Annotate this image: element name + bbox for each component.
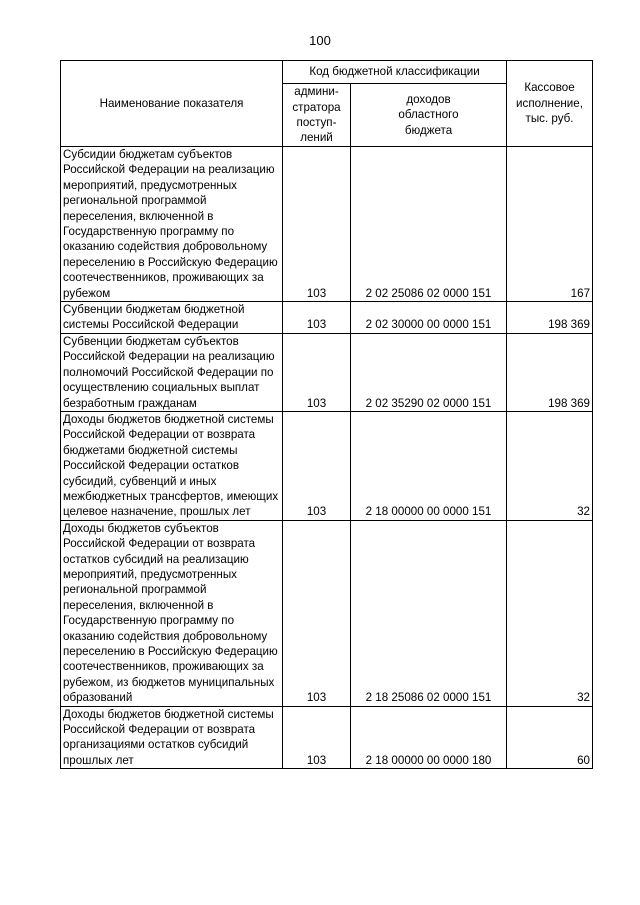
header-cash-execution: Кассовое исполнение, тыс. руб. <box>507 61 593 147</box>
row-name: Доходы бюджетов бюджетной системы Российской Федерации от возврата бюджетами бюджетной системы Российской Федерации остатков субсидий, субвенций и иных межбюджетных трансфертов, имеющих целевое назначение, прошлых лет <box>61 411 283 520</box>
row-income-code: 2 18 00000 00 0000 180 <box>351 706 507 769</box>
row-name: Субвенции бюджетам бюджетной системы Российской Федерации <box>61 302 283 334</box>
row-amount: 198 369 <box>507 302 593 334</box>
row-income-code: 2 18 00000 00 0000 151 <box>351 411 507 520</box>
table-header <box>61 61 593 147</box>
row-name: Доходы бюджетов субъектов Российской Федерации от возврата остатков субсидий на реализацию мероприятий, предусмотренных региональной программой переселения, включенной в Государственную программу по оказанию содействия добровольному переселению в Российскую Федерацию соотечественников, проживающих за рубежом, из бюджетов муниципальных образований <box>61 520 283 706</box>
header-indicator-name: Наименование показателя <box>61 61 283 147</box>
table-row <box>61 302 593 334</box>
table-row <box>61 520 593 706</box>
row-name: Субвенции бюджетам субъектов Российской Федерации на реализацию полномочий Российской Федерации по осуществлению социальных выплат безработным гражданам <box>61 333 283 411</box>
row-admin-code: 103 <box>283 333 351 411</box>
row-admin-code: 103 <box>283 302 351 334</box>
row-income-code: 2 18 25086 02 0000 151 <box>351 520 507 706</box>
row-admin-code: 103 <box>283 706 351 769</box>
table-row <box>61 411 593 520</box>
row-amount: 167 <box>507 147 593 302</box>
page-number: 100 <box>309 33 331 48</box>
row-income-code: 2 02 35290 02 0000 151 <box>351 333 507 411</box>
budget-revenue-table <box>60 60 593 769</box>
row-income-code: 2 02 30000 00 0000 151 <box>351 302 507 334</box>
row-amount: 32 <box>507 411 593 520</box>
row-name: Субсидии бюджетам субъектов Российской Федерации на реализацию мероприятий, предусмотренных региональной программой переселения, включенной в Государственную программу по оказанию содействия добровольному переселению в Российскую Федерацию соотечественников, проживающих за рубежом <box>61 147 283 302</box>
row-name: Доходы бюджетов бюджетной системы Российской Федерации от возврата организациями остатков субсидий прошлых лет <box>61 706 283 769</box>
row-admin-code: 103 <box>283 147 351 302</box>
row-amount: 60 <box>507 706 593 769</box>
table-row <box>61 333 593 411</box>
row-amount: 198 369 <box>507 333 593 411</box>
table-row <box>61 147 593 302</box>
row-admin-code: 103 <box>283 520 351 706</box>
row-admin-code: 103 <box>283 411 351 520</box>
row-amount: 32 <box>507 520 593 706</box>
header-classification-code: Код бюджетной классификации <box>283 61 507 84</box>
header-administrator: админи- стратора поступ- лений <box>283 84 351 147</box>
table-body <box>61 147 593 769</box>
table-row <box>61 706 593 769</box>
row-income-code: 2 02 25086 02 0000 151 <box>351 147 507 302</box>
header-regional-income: доходов областного бюджета <box>351 84 507 147</box>
